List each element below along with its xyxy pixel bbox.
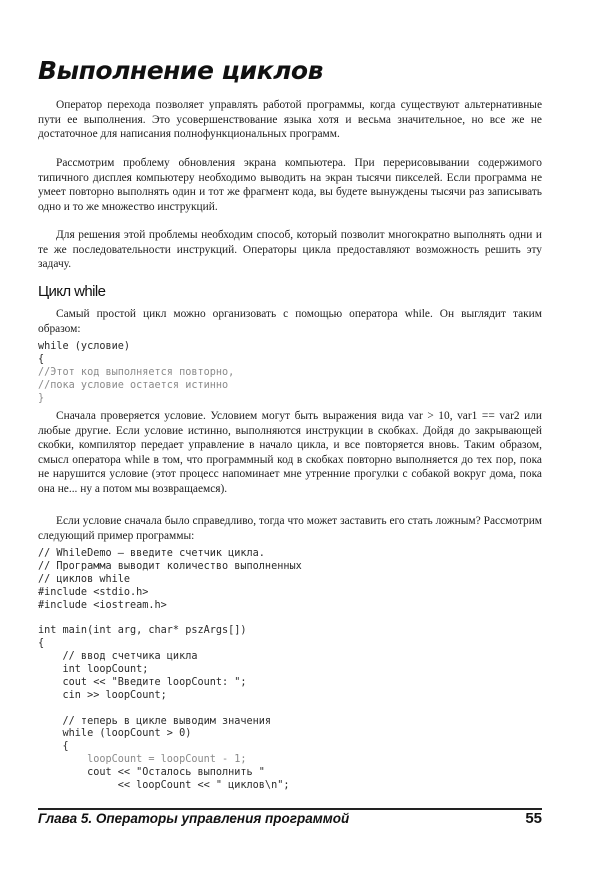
code-line: int loopCount; [38,664,149,676]
code-line: { [38,353,45,365]
intro-paragraph-3: Для решения этой проблемы необходим способ, который позволит многократно выполнять одни и те же последовательности инструкций. Операторы цикла предоставляют возможность решить эту задачу. [38,229,542,271]
code-line: cout << "Введите loopCount: "; [38,676,247,688]
code-line: loopCount = loopCount - 1; [38,754,247,766]
code-line: // ввод счетчика цикла [38,651,198,663]
code-line: // циклов while [38,573,131,585]
code-line: cout << "Осталось выполнить " [38,767,265,779]
code-line: //Этот код выполняется повторно, [38,366,235,378]
code-line: { [38,741,69,753]
footer-divider [38,808,542,810]
code-line: // Программа выводит количество выполненных [38,560,302,572]
footer-chapter-title: Глава 5. Операторы управления программой [38,811,350,826]
code-line: << loopCount << " циклов\n"; [38,780,290,792]
code-line: { [38,638,45,650]
example-intro-paragraph: Если условие сначала было справедливо, тогда что может заставить его стать ложным? Рассмотрим следующий пример программы: [38,515,542,542]
intro-paragraph-1: Оператор перехода позволяет управлять работой программы, когда существуют альтернативные пути ее выполнения. Это усовершенствование языка хотя и весьма значительное, но все же не достаточное для написания полнофункциональных программ. [38,99,542,141]
page-number: 55 [525,810,542,827]
code-line: //пока условие остается истинно [38,379,229,391]
code-line: while (условие) [38,341,131,352]
code-line: while (loopCount > 0) [38,728,192,740]
code-line: int main(int arg, char* pszArgs[]) [38,625,247,637]
example-code-block [38,548,302,793]
intro-paragraph-2: Рассмотрим проблему обновления экрана компьютера. При перерисовывании содержимого типичного дисплея компьютеру необходимо выводить на экран тысячи пикселей. Если программа не умеет повторно выполнять один и тот же фрагмент кода, вы будете вынуждены тысячи раз записывать одно и то же множество инструкций. [38,157,542,213]
section-title: Цикл while [38,283,106,300]
code-line: #include <stdio.h> [38,586,149,598]
code-line: #include <iostream.h> [38,599,167,611]
code-line: } [38,392,45,404]
syntax-code-block [38,341,234,405]
section-intro-paragraph: Самый простой цикл можно организовать с помощью оператора while. Он выглядит таким образом: [38,308,542,335]
chapter-title: Выполнение циклов [38,56,323,85]
code-line: cin >> loopCount; [38,689,167,701]
code-line [38,703,302,716]
code-line: // WhileDemo — введите счетчик цикла. [38,548,265,559]
code-blank-line [38,612,302,625]
code-line: // теперь в цикле выводим значения [38,715,272,727]
explanation-paragraph: Сначала проверяется условие. Условием могут быть выражения вида var > 10, var1 == var2 или любые другие. Если условие истинно, выполняются инструкции в скобках. Дойдя до закрывающей скобки, компилятор передает управление в начало цикла, и все повторяется вновь. Таким образом, смысл оператора while в том, что программный код в скобках повторно выполняется до тех пор, пока не нарушится условие (этот процесс напоминает мне утренние прогулки с собакой вокруг дома, пока она не... ну а потом мы возвращаемся). [38,410,542,495]
